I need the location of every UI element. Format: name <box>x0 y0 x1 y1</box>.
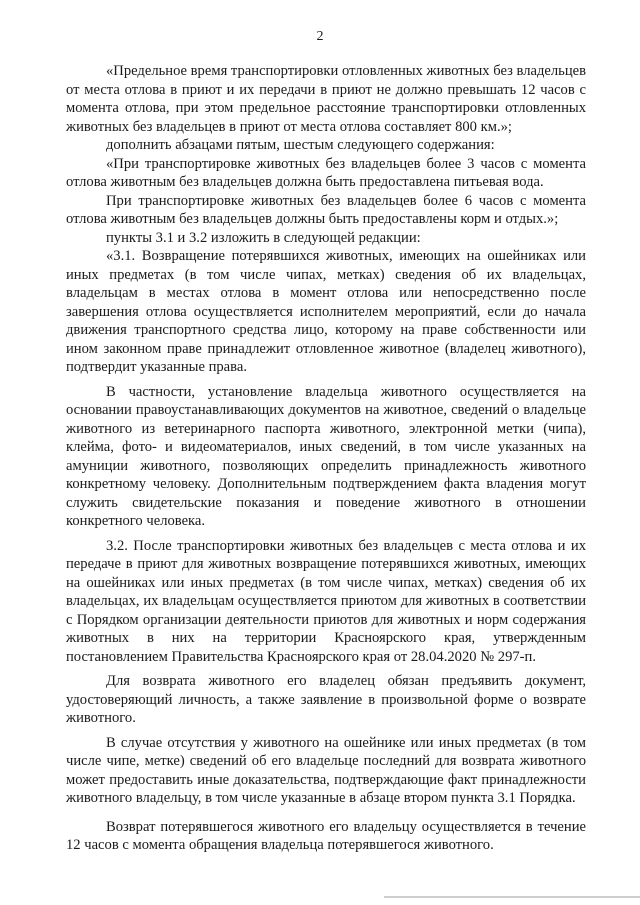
paragraph-revise-items: пункты 3.1 и 3.2 изложить в следующей редакции: <box>106 229 421 246</box>
paragraph-water-provision: «При транспортировке животных без владельцев более 3 часов с момента отлова животным без владельцев должна быть предоставлена питьевая вода. <box>66 155 586 190</box>
paragraph-clause-3-2: 3.2. После транспортировки животных без владельцев с места отлова и их передаче в приют для животных возвращение потерявшихся животных, имеющих на ошейниках или иных предметах (в том числе чипах, метках) сведения об их владельцах, их владельцам осуществляется приютом для животных в соответствии с Порядком организации деятельности приютов для животных и норм содержания животных в них на территории Красноярского края, утвержденным постановлением Правительства Красноярского края от 28.04.2020 № 297-п. <box>66 537 586 665</box>
scan-edge-divider <box>384 896 640 898</box>
paragraph-return-deadline: Возврат потерявшегося животного его владельцу осуществляется в течение 12 часов с момента обращения владельца потерявшегося животного. <box>66 818 586 853</box>
paragraph-add-clauses: дополнить абзацами пятым, шестым следующего содержания: <box>106 137 495 153</box>
document-body <box>66 62 586 855</box>
paragraph-missing-tag-evidence: В случае отсутствия у животного на ошейнике или иных предметах (в том числе чипе, метке) сведений об его владельце последний для возврата животного может предоставить иные доказательства, подтверждающие факт принадлежности животного владельцу, в том числе указанные в абзаце втором пункта 3.1 Порядка. <box>66 734 586 806</box>
paragraph-return-documents: Для возврата животного его владелец обязан предъявить документ, удостоверяющий личность, а также заявление в произвольной форме о возврате животного. <box>66 673 586 726</box>
paragraph-transport-time-limit: «Предельное время транспортировки отловленных животных без владельцев от места отлова в приют и их передачи в приют не должно превышать 12 часов с момента отлова, при этом предельное расстояние транспортировки отловленных животных без владельцев в приют от места отлова составляет 800 км.»; <box>66 63 587 135</box>
paragraph-food-rest-provision: При транспортировке животных без владельцев более 6 часов с момента отлова животным без владельцев должны быть предоставлены корм и отдых.»; <box>66 192 586 227</box>
paragraph-clause-3-1: «3.1. Возвращение потерявшихся животных, имеющих на ошейниках или иных предметах (в том числе чипах, метках) сведения об их владельцах, владельцам в местах отлова в момент отлова или непосредственно после завершения отлова осуществляется исполнителем мероприятий, если до начала движения транспортного средства лицо, которому на праве собственности или ином законном праве принадлежит отловленное животное (владелец животного), подтвердит указанные права. <box>66 248 586 375</box>
page-number: 2 <box>316 29 324 44</box>
paragraph-owner-identification: В частности, установление владельца животного осуществляется на основании правоустанавливающих документов на животное, сведений о владельце животного из ветеринарного паспорта животного, электронной метки (чипа), клейма, фото- и видеоматериалов, иных сведений, в том числе указанных на амуниции животного, позволяющих определить принадлежность животного конкретному человеку. Дополнительным подтверждением факта владения могут служить свидетельские показания и поведение животного в отношении конкретного человека. <box>66 383 586 529</box>
